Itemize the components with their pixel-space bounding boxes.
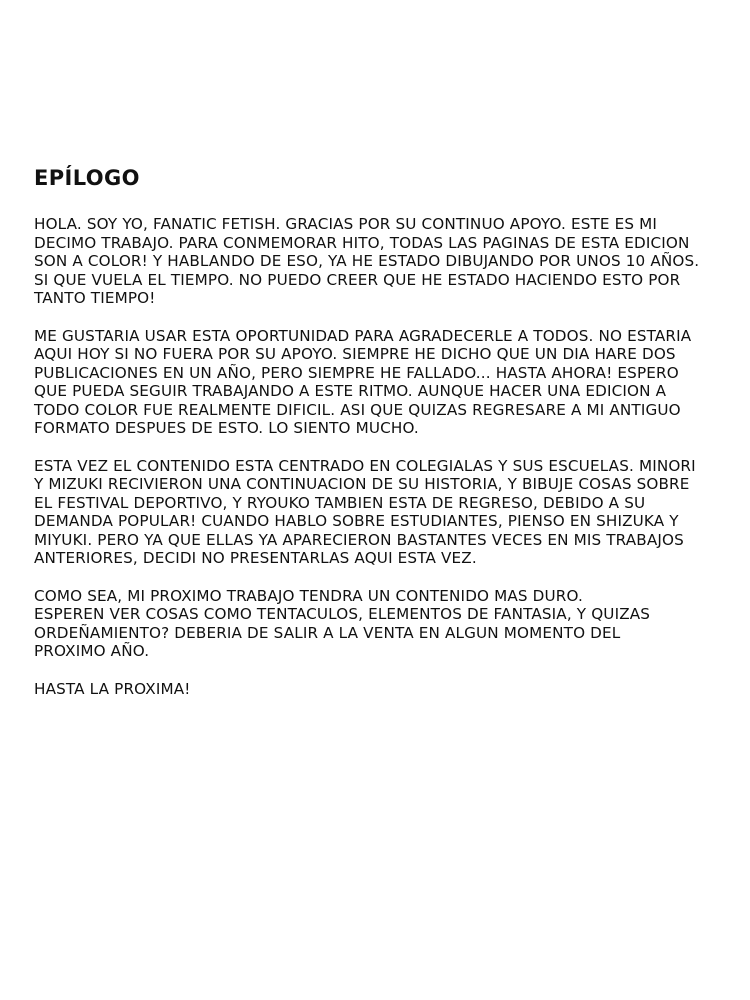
page-title: EPÍLOGO xyxy=(34,166,140,190)
paragraph-3 xyxy=(34,457,724,568)
text-line: DECIMO TRABAJO. PARA CONMEMORAR HITO, TODAS LAS PAGINAS DE ESTA EDICION xyxy=(34,233,690,252)
text-line: FORMATO DESPUES DE ESTO. LO SIENTO MUCHO. xyxy=(34,419,419,437)
paragraph-5 xyxy=(34,680,724,699)
text-line: EL FESTIVAL DEPORTIVO, Y RYOUKO TAMBIEN ESTA DE REGRESO, DEBIDO A SU xyxy=(34,493,646,512)
text-line: COMO SEA, MI PROXIMO TRABAJO TENDRA UN CONTENIDO MAS DURO. xyxy=(34,586,583,605)
text-line: DEMANDA POPULAR! CUANDO HABLO SOBRE ESTUDIANTES, PIENSO EN SHIZUKA Y xyxy=(34,512,679,530)
paragraph-1 xyxy=(34,215,724,308)
text-line: ESTA VEZ EL CONTENIDO ESTA CENTRADO EN COLEGIALAS Y SUS ESCUELAS. MINORI xyxy=(34,456,696,475)
text-line: SI QUE VUELA EL TIEMPO. NO PUEDO CREER QUE HE ESTADO HACIENDO ESTO POR xyxy=(34,270,681,289)
text-line: ORDEÑAMIENTO? DEBERIA DE SALIR A LA VENTA EN ALGUN MOMENTO DEL xyxy=(34,623,621,642)
text-line: QUE PUEDA SEGUIR TRABAJANDO A ESTE RITMO. AUNQUE HACER UNA EDICION A xyxy=(34,382,667,400)
text-line: Y MIZUKI RECIVIERON UNA CONTINUACION DE SU HISTORIA, Y BIBUJE COSAS SOBRE xyxy=(34,475,690,493)
text-line: HOLA. SOY YO, FANATIC FETISH. GRACIAS POR SU CONTINUO APOYO. ESTE ES MI xyxy=(34,215,658,233)
paragraph-2 xyxy=(34,327,724,438)
text-line: PROXIMO AÑO. xyxy=(34,642,150,660)
text-line: ESPEREN VER COSAS COMO TENTACULOS, ELEMENTOS DE FANTASIA, Y QUIZAS xyxy=(34,605,651,623)
text-line: MIYUKI. PERO YA QUE ELLAS YA APARECIERON BASTANTES VECES EN MIS TRABAJOS xyxy=(34,530,684,549)
text-line: TODO COLOR FUE REALMENTE DIFICIL. ASI QUE QUIZAS REGRESARE A MI ANTIGUO xyxy=(34,400,681,419)
text-line: PUBLICACIONES EN UN AÑO, PERO SIEMPRE HE FALLADO... HASTA AHORA! ESPERO xyxy=(34,363,679,382)
epilogue-content xyxy=(34,165,724,717)
text-line: ME GUSTARIA USAR ESTA OPORTUNIDAD PARA AGRADECERLE A TODOS. NO ESTARIA xyxy=(34,326,692,345)
text-line: AQUI HOY SI NO FUERA POR SU APOYO. SIEMPRE HE DICHO QUE UN DIA HARE DOS xyxy=(34,345,676,363)
text-line: HASTA LA PROXIMA! xyxy=(34,679,191,698)
paragraph-4 xyxy=(34,587,724,661)
text-line: ANTERIORES, DECIDI NO PRESENTARLAS AQUI ESTA VEZ. xyxy=(34,549,477,567)
text-line: SON A COLOR! Y HABLANDO DE ESO, YA HE ESTADO DIBUJANDO POR UNOS 10 AÑOS. xyxy=(34,252,700,270)
text-line: TANTO TIEMPO! xyxy=(34,289,156,307)
